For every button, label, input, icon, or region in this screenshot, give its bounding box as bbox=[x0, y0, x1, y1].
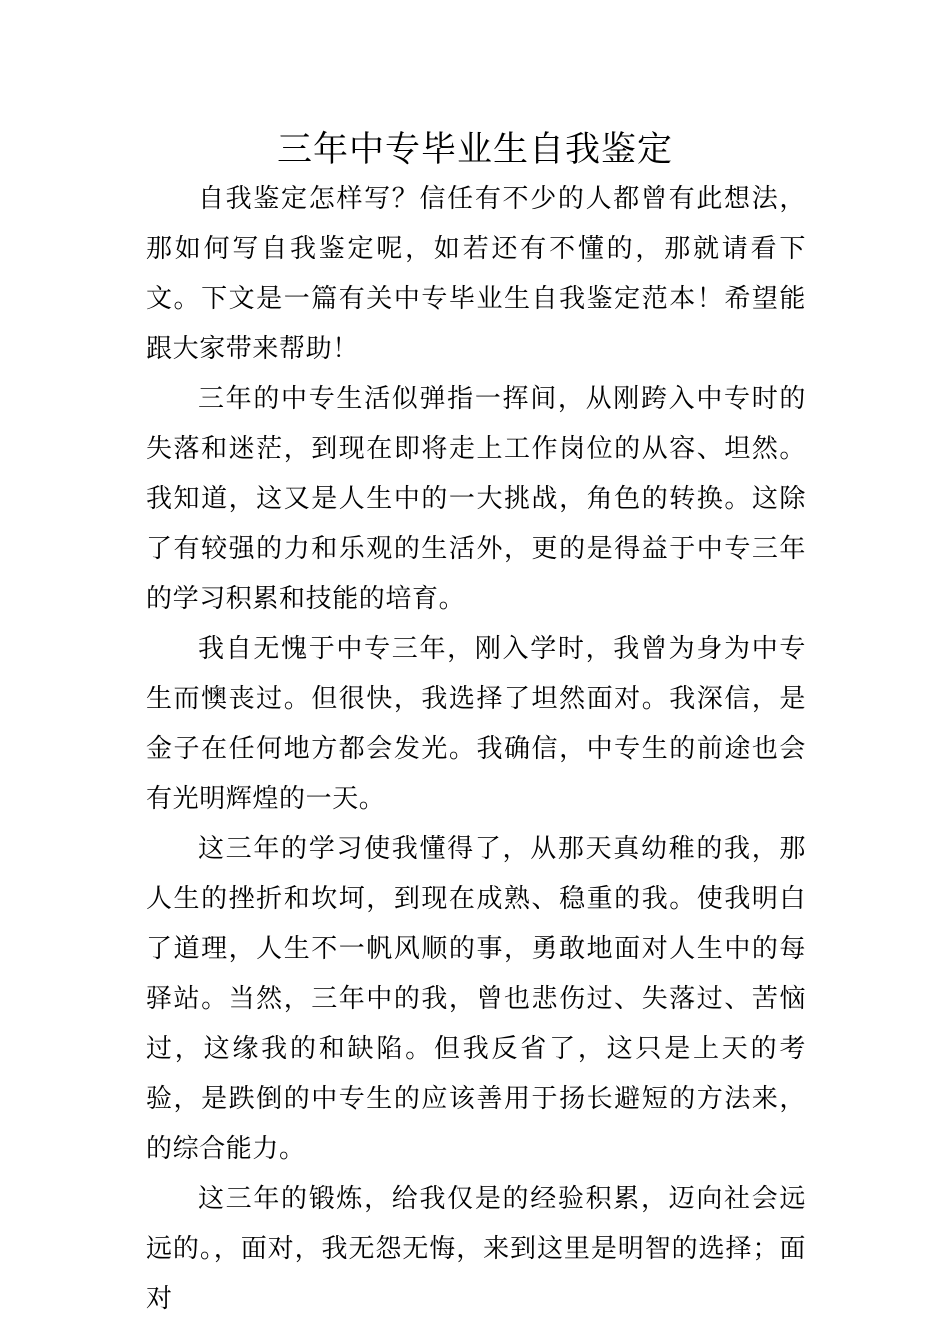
paragraph-3: 我自无愧于中专三年，刚入学时，我曾为身为中专生而懊丧过。但很快，我选择了坦然面对。我深信，是金子在任何地方都会发光。我确信，中专生的前途也会有光明辉煌的一天。 bbox=[146, 634, 806, 814]
document-body bbox=[146, 174, 806, 1324]
paragraph-2: 三年的中专生活似弹指一挥间，从刚跨入中专时的失落和迷茫，到现在即将走上工作岗位的从容、坦然。我知道，这又是人生中的一大挑战，角色的转换。这除了有较强的力和乐观的生活外，更的是得益于中专三年的学习积累和技能的培育。 bbox=[146, 384, 806, 614]
document-title: 三年中专毕业生自我鉴定 bbox=[276, 130, 673, 170]
paragraph-5: 这三年的锻炼，给我仅是的经验积累，迈向社会远远的。，面对，我无怨无悔，来到这里是明智的选择；面对 bbox=[146, 1184, 806, 1314]
paragraph-4: 这三年的学习使我懂得了，从那天真幼稚的我，那人生的挫折和坎坷，到现在成熟、稳重的我。使我明白了道理，人生不一帆风顺的事，勇敢地面对人生中的每驿站。当然，三年中的我，曾也悲伤过、失落过、苦恼过，这缘我的和缺陷。但我反省了，这只是上天的考验，是跌倒的中专生的应该善用于扬长避短的方法来，的综合能力。 bbox=[146, 834, 806, 1164]
paragraph-intro: 自我鉴定怎样写？信任有不少的人都曾有此想法，那如何写自我鉴定呢，如若还有不懂的，那就请看下文。下文是一篇有关中专毕业生自我鉴定范本！希望能跟大家带来帮助！ bbox=[146, 184, 806, 364]
